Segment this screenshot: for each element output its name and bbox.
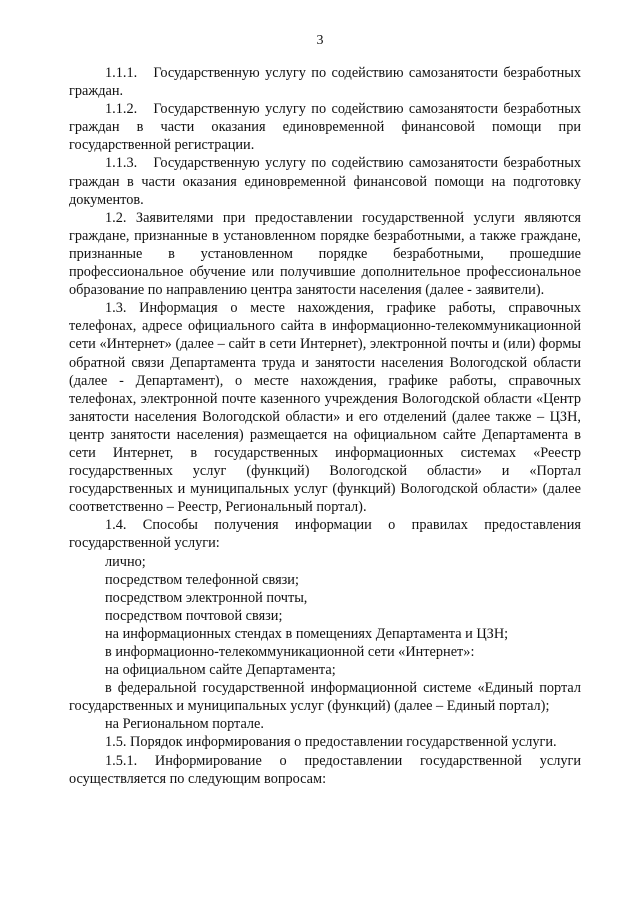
- paragraph-1-5-1: 1.5.1. Информирование о предоставлении государственной услуги осуществляется по следующим вопросам:: [69, 752, 581, 787]
- list-item-long: в федеральной государственной информационной системе «Единый портал государственных и муниципальных услуг (функций) (далее – Единый портал);: [69, 680, 581, 715]
- page-number: 3: [316, 33, 324, 48]
- list-item: на Региональном портале.: [105, 716, 264, 733]
- list-item: посредством телефонной связи;: [105, 571, 299, 588]
- paragraph-1-3: 1.3. Информация о месте нахождения, графике работы, справочных телефонах, адресе официального сайта в информационно-телекоммуникационной сети «Интернет» (далее – сайт в сети Интернет), электронной почты и (или) формы обратной связи Департамента труда и занятости населения Вологодской области (далее - Департамент), о месте нахождения, графике работы, справочных телефонах, электронной почте казенного учреждения Вологодской области «Центр занятости населения Вологодской области» и его отделений (далее также – ЦЗН, центр занятости населения) размещается на официальном сайте Департамента в сети Интернет, в государственных информационных системах «Реестр государственных услуг (функций) Вологодской области» и «Портал государственных и муниципальных услуг (функций) Вологодской области» (далее соответственно – Реестр, Региональный портал).: [69, 300, 581, 516]
- paragraph-1-4: 1.4. Способы получения информации о правилах предоставления государственной услуги:: [69, 517, 581, 552]
- paragraph-1-1-3: 1.1.3. Государственную услугу по содействию самозанятости безработных граждан в части оказания единовременной финансовой помощи на подготовку документов.: [69, 155, 581, 208]
- list-item: на официальном сайте Департамента;: [105, 662, 336, 679]
- paragraph-1-5: 1.5. Порядок информирования о предоставлении государственной услуги.: [105, 734, 557, 751]
- paragraph-1-2: 1.2. Заявителями при предоставлении государственной услуги являются граждане, признанные в установленном порядке безработными, а также граждане, признанные в установленном порядке безработными, прошедшие профессиональное обучение или получившие дополнительное профессиональное образование по направлению центра занятости населения (далее - заявители).: [69, 209, 581, 299]
- paragraph-1-1-1: 1.1.1. Государственную услугу по содействию самозанятости безработных граждан.: [69, 65, 581, 100]
- list-item: посредством электронной почты,: [105, 589, 308, 606]
- list-item: посредством почтовой связи;: [105, 607, 283, 624]
- list-item: на информационных стендах в помещениях Департамента и ЦЗН;: [105, 625, 509, 642]
- paragraph-1-1-2: 1.1.2. Государственную услугу по содействию самозанятости безработных граждан в части оказания единовременной финансовой помощи при государственной регистрации.: [69, 101, 581, 154]
- document-body: [69, 64, 581, 788]
- list-item: лично;: [105, 553, 146, 570]
- list-item: в информационно-телекоммуникационной сети «Интернет»:: [105, 644, 475, 660]
